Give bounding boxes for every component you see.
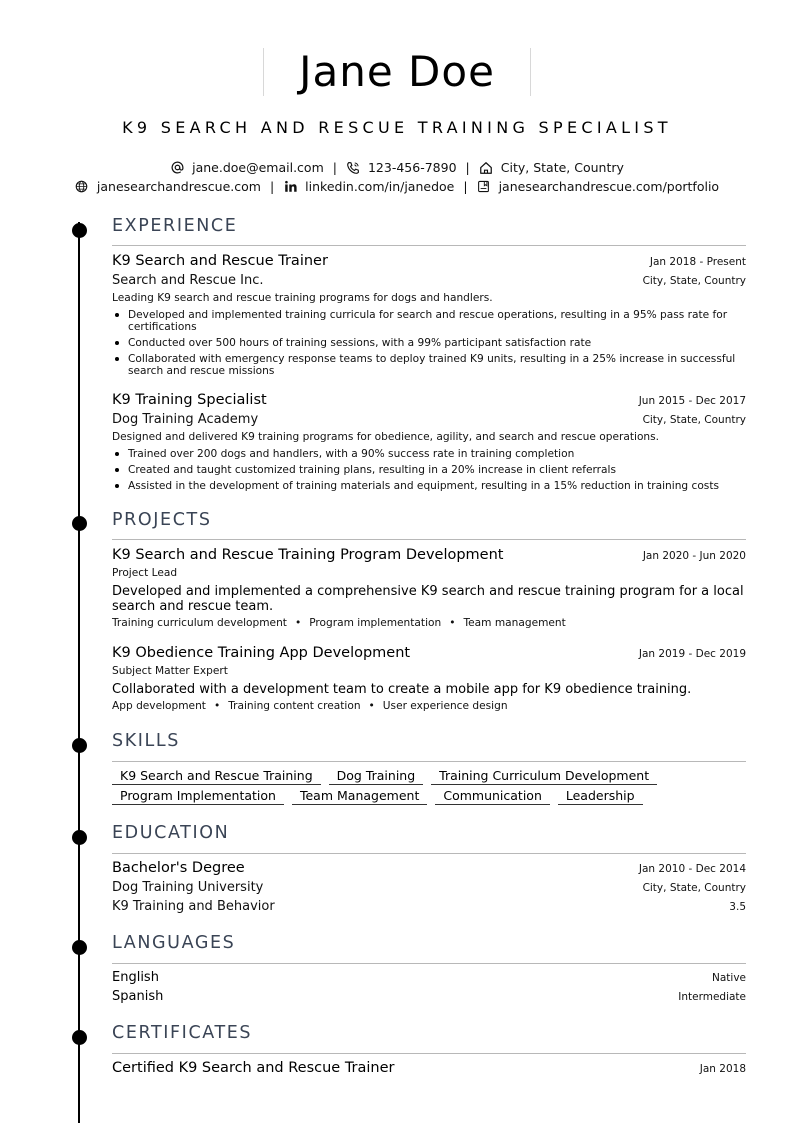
project-description: Collaborated with a development team to create a mobile app for K9 obedience training. xyxy=(112,682,692,697)
section-title-education: EDUCATION xyxy=(112,823,230,843)
education-date: Jan 2010 - Dec 2014 xyxy=(638,863,746,875)
timeline-dot-languages xyxy=(72,940,87,955)
contact-row-2 xyxy=(0,179,794,194)
project-tag: Team management xyxy=(463,617,566,629)
tag-separator: • xyxy=(368,700,375,712)
project-title: K9 Search and Rescue Training Program Development xyxy=(112,547,504,563)
location-text: City, State, Country xyxy=(500,160,624,175)
job-summary: Designed and delivered K9 training programs for obedience, agility, and search and rescue operations. xyxy=(112,431,660,443)
timeline-dot-education xyxy=(72,830,87,845)
education-header xyxy=(112,860,746,876)
section-rule xyxy=(112,761,746,762)
job-header xyxy=(112,392,746,408)
contact-separator: | xyxy=(332,160,337,175)
section-title-languages: LANGUAGES xyxy=(112,933,236,953)
project-date: Jan 2019 - Dec 2019 xyxy=(638,648,746,660)
section-title-experience: EXPERIENCE xyxy=(112,216,238,236)
skill-chip: Program Implementation xyxy=(112,788,284,805)
project-tag: Training content creation xyxy=(228,700,361,712)
contact-separator: | xyxy=(465,160,470,175)
education-degree: Bachelor's Degree xyxy=(112,860,245,876)
tag-separator: • xyxy=(294,617,302,629)
education-field-row xyxy=(112,899,746,914)
section-rule xyxy=(112,245,746,246)
timeline-dot-certificates xyxy=(72,1030,87,1045)
skill-chip: Dog Training xyxy=(329,768,424,785)
linkedin-item[interactable] xyxy=(283,179,454,194)
education-gpa: 3.5 xyxy=(729,901,746,913)
location-item xyxy=(479,160,624,175)
language-level: Intermediate xyxy=(678,991,746,1003)
tag-separator: • xyxy=(449,617,456,629)
certificate-name: Certified K9 Search and Rescue Trainer xyxy=(112,1060,395,1076)
job-bullet: Created and taught customized training plans, resulting in a 20% increase in client referrals xyxy=(112,464,746,476)
job-location: City, State, Country xyxy=(642,275,746,287)
timeline-line xyxy=(78,222,80,1123)
contact-separator: | xyxy=(463,179,468,194)
email-text: jane.doe@email.com xyxy=(192,160,324,175)
job-bullet: Developed and implemented training curricula for search and rescue operations, resulting in a 95% pass rate for certifications xyxy=(112,309,746,333)
language-level: Native xyxy=(712,972,746,984)
skill-chip: Training Curriculum Development xyxy=(431,768,657,785)
job-summary: Leading K9 search and rescue training programs for dogs and handlers. xyxy=(112,292,493,304)
job-bullet: Conducted over 500 hours of training sessions, with a 99% participant satisfaction rate xyxy=(112,337,746,349)
contact-row-1 xyxy=(0,160,794,175)
website-item[interactable] xyxy=(75,179,261,194)
education-field: K9 Training and Behavior xyxy=(112,899,275,914)
project-date: Jan 2020 - Jun 2020 xyxy=(642,550,746,562)
portfolio-text: janesearchandrescue.com/portfolio xyxy=(498,179,720,194)
job-company-row xyxy=(112,273,746,288)
linkedin-text: linkedin.com/in/janedoe xyxy=(305,179,455,194)
education-school: Dog Training University xyxy=(112,880,264,895)
section-rule xyxy=(112,1053,746,1054)
language-name: Spanish xyxy=(112,989,164,1004)
project-tag: App development xyxy=(112,700,206,712)
contact-separator: | xyxy=(269,179,275,194)
job-bullet: Trained over 200 dogs and handlers, with a 90% success rate in training completion xyxy=(112,448,746,460)
portfolio-item[interactable] xyxy=(477,179,719,194)
name-frame xyxy=(263,48,531,96)
project-tag: Training curriculum development xyxy=(112,617,287,629)
timeline-dot-projects xyxy=(72,516,87,531)
at-icon xyxy=(170,161,184,175)
job-date: Jan 2018 - Present xyxy=(649,256,746,268)
job-bullets xyxy=(112,448,746,496)
job-title: K9 Search and Rescue Trainer xyxy=(112,253,328,269)
education-location: City, State, Country xyxy=(642,882,746,894)
skill-chip: Team Management xyxy=(292,788,427,805)
timeline-dot-experience xyxy=(72,223,87,238)
section-title-certificates: CERTIFICATES xyxy=(112,1023,253,1043)
phone-icon xyxy=(346,161,360,175)
language-name: English xyxy=(112,970,159,985)
certificate-row xyxy=(112,1060,746,1076)
project-title: K9 Obedience Training App Development xyxy=(112,645,411,661)
language-row xyxy=(112,989,746,1004)
project-description: Developed and implemented a comprehensive K9 search and rescue training program for a local search and rescue team. xyxy=(112,584,744,614)
home-icon xyxy=(479,161,493,175)
job-bullets xyxy=(112,309,746,381)
project-tag: User experience design xyxy=(382,700,508,712)
skills-row-1 xyxy=(112,768,657,785)
project-header xyxy=(112,645,746,661)
job-bullet: Assisted in the development of training materials and equipment, resulting in a 15% reduction in training costs xyxy=(112,480,746,492)
project-tag: Program implementation xyxy=(309,617,442,629)
tag-separator: • xyxy=(213,700,221,712)
section-rule xyxy=(112,853,746,854)
skills-row-2 xyxy=(112,788,643,805)
section-rule xyxy=(112,963,746,964)
skill-chip: Communication xyxy=(435,788,550,805)
section-rule xyxy=(112,539,746,540)
skill-chip: Leadership xyxy=(558,788,643,805)
project-tags xyxy=(112,700,508,712)
section-title-skills: SKILLS xyxy=(112,731,180,751)
phone-item[interactable] xyxy=(346,160,457,175)
language-row xyxy=(112,970,746,985)
job-title: K9 Training Specialist xyxy=(112,392,267,408)
job-company: Search and Rescue Inc. xyxy=(112,273,264,288)
education-school-row xyxy=(112,880,746,895)
phone-text: 123-456-7890 xyxy=(367,160,457,175)
skill-chip: K9 Search and Rescue Training xyxy=(112,768,321,785)
job-company: Dog Training Academy xyxy=(112,412,259,427)
job-location: City, State, Country xyxy=(642,414,746,426)
project-tags xyxy=(112,617,566,629)
timeline-dot-skills xyxy=(72,738,87,753)
project-role: Project Lead xyxy=(112,567,178,579)
candidate-name: Jane Doe xyxy=(299,47,495,96)
section-title-projects: PROJECTS xyxy=(112,510,212,530)
portfolio-icon xyxy=(477,180,491,194)
headline: K9 SEARCH AND RESCUE TRAINING SPECIALIST xyxy=(122,118,672,137)
linkedin-icon xyxy=(283,180,297,194)
project-role: Subject Matter Expert xyxy=(112,665,228,677)
job-company-row xyxy=(112,412,746,427)
project-header xyxy=(112,547,746,563)
certificate-date: Jan 2018 xyxy=(699,1063,746,1075)
globe-icon xyxy=(75,180,89,194)
job-header xyxy=(112,253,746,269)
job-date: Jun 2015 - Dec 2017 xyxy=(638,395,746,407)
job-bullet: Collaborated with emergency response teams to deploy trained K9 units, resulting in a 25% increase in successful search and rescue missions xyxy=(112,353,746,377)
email-item[interactable] xyxy=(170,160,324,175)
website-text: janesearchandrescue.com xyxy=(96,179,261,194)
